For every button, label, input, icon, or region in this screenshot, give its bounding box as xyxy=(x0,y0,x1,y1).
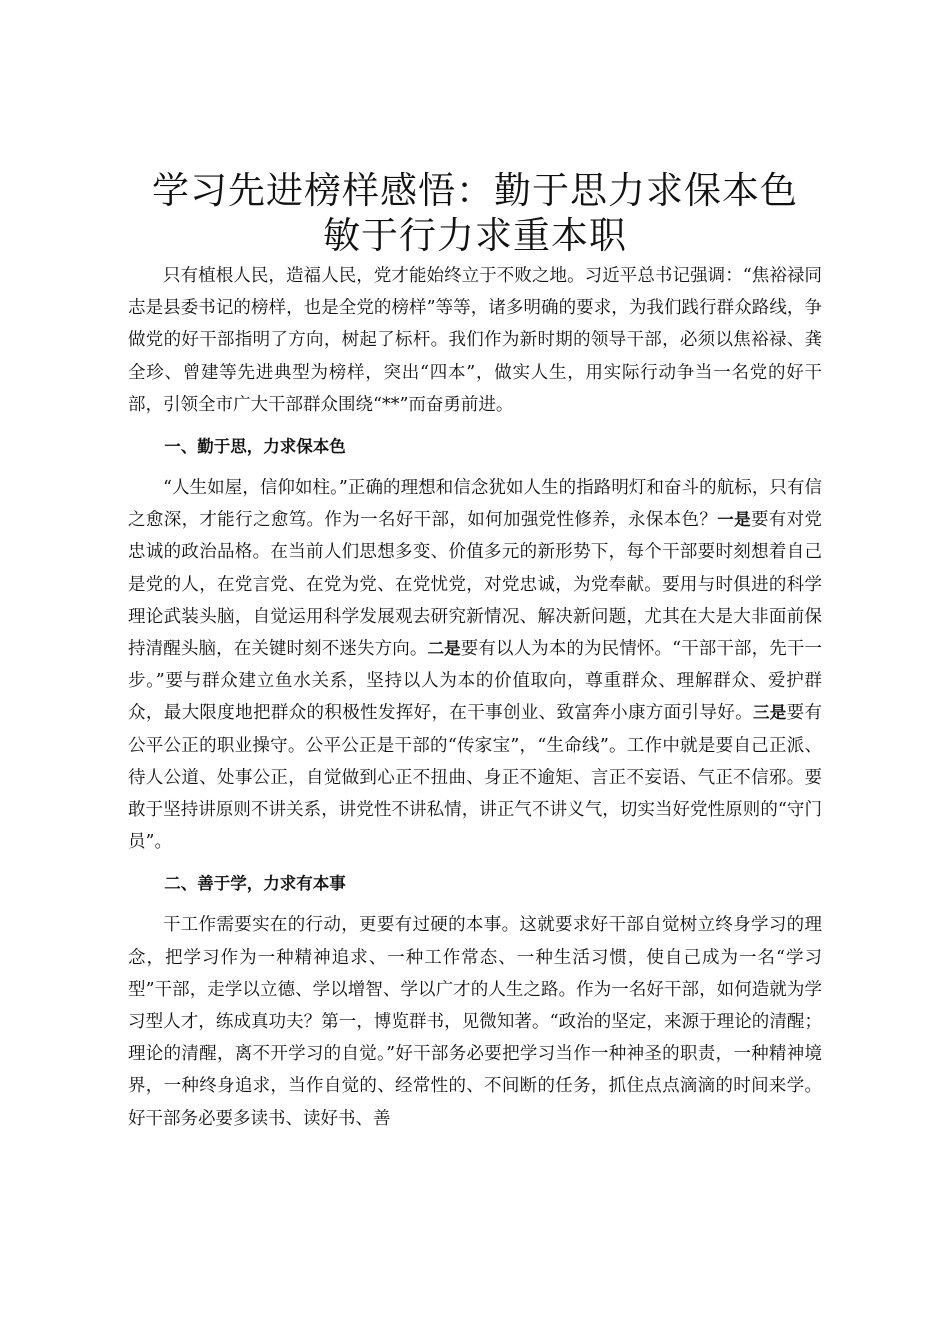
section-1-text-1: “人生如屋，信仰如柱。”正确的理想和信念犹如人生的指路明灯和奋斗的航标，只有信之愈深，才能行之愈笃。作为一名好干部，如何加强党性修养，永保本色？ xyxy=(128,478,822,531)
section-1-heading: 一、勤于思，力求保本色 xyxy=(164,437,346,457)
section-1-text-3: 要有以人为本的为民情怀。“干部干部，先干一步。”要与群众建立鱼水关系，坚持以人为本的价值取向，尊重群众、理解群众、爱护群众，最大限度地把群众的积极性发挥好，在干事创业、致富奔小康方面引导好。 xyxy=(128,639,822,724)
point-one-marker: 一是 xyxy=(717,510,751,530)
document-page xyxy=(128,168,822,1135)
document-title: 学习先进榜样感悟：勤于思力求保本色 敏于行力求重本职 xyxy=(152,169,798,257)
point-three-marker: 三是 xyxy=(752,703,787,723)
section-2-paragraph: 干工作需要实在的行动，更要有过硬的本事。这就要求好干部自觉树立终身学习的理念，把学习作为一种精神追求、一种工作常态、一种生活习惯，使自己成为一名“学习型”干部，走学以立德、学以增智、学以广才的人生之路。作为一名好干部，如何造就为学习型人才，练成真功夫？第一，博览群书，见微知著。“政治的坚定，来源于理论的清醒；理论的清醒，离不开学习的自觉。”好干部务必要把学习当作一种神圣的职责，一种精神境界，一种终身追求，当作自觉的、经常性的、不间断的任务，抓住点点滴滴的时间来学。好干部务必要多读书、读好书、善 xyxy=(128,915,822,1129)
section-1-paragraph xyxy=(128,472,822,858)
section-2-heading: 二、善于学，力求有本事 xyxy=(164,874,346,894)
intro-paragraph: 只有植根人民，造福人民，党才能始终立于不败之地。习近平总书记强调：“焦裕禄同志是县委书记的榜样，也是全党的榜样”等等，诸多明确的要求，为我们践行群众路线，争做党的好干部指明了方向，树起了标杆。我们作为新时期的领导干部，必须以焦裕禄、龚全珍、曾建等先进典型为榜样，突出“四本”，做实人生，用实际行动争当一名党的好干部，引领全市广大干部群众围绕“**”而奋勇前进。 xyxy=(128,266,822,415)
section-1-text-4: 要有公平公正的职业操守。公平公正是干部的“传家宝”，“生命线”。工作中就是要自己正派、待人公道、处事公正，自觉做到心正不扭曲、身正不逾矩、言正不妄语、气正不信邪。要敢于坚持讲原则不讲关系，讲党性不讲私情，讲正气不讲义气，切实当好党性原则的“守门员”。 xyxy=(128,703,823,853)
section-1-text-2: 要有对党忠诚的政治品格。在当前人们思想多变、价值多元的新形势下，每个干部要时刻想着自己是党的人，在党言党、在党为党、在党忧党，对党忠诚，为党奉献。要用与时俱进的科学理论武装头脑，自觉运用科学发展观去研究新情况、解决新问题，尤其在大是大非面前保持清醒头脑，在关键时刻不迷失方向。 xyxy=(128,510,823,660)
point-two-marker: 二是 xyxy=(427,639,461,659)
